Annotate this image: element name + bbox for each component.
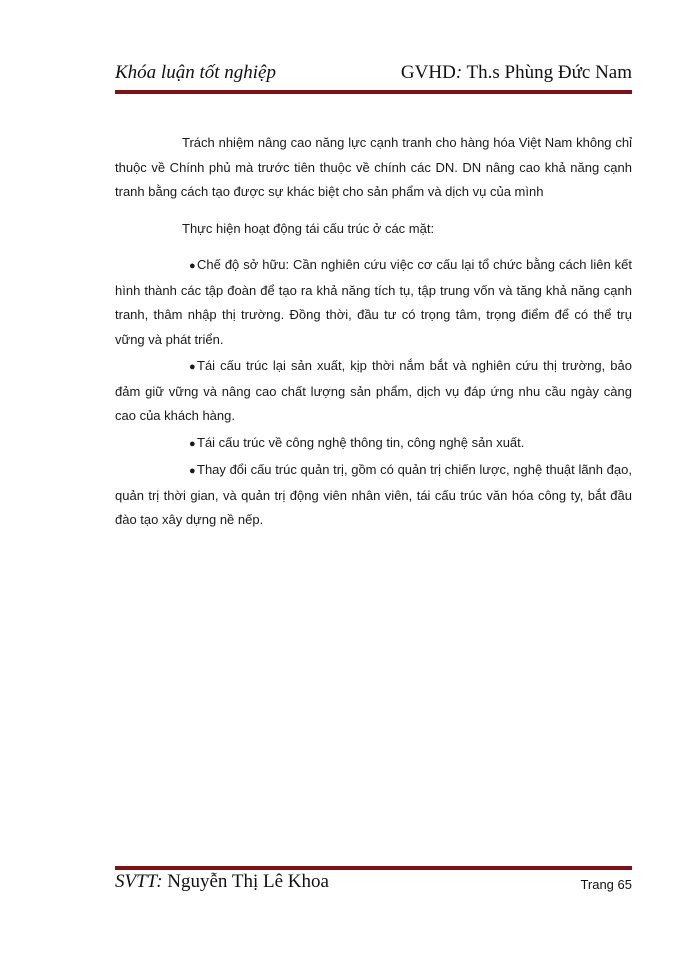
page-footer <box>115 871 632 897</box>
student-prefix: SVTT: <box>115 871 163 892</box>
page-header <box>115 62 632 90</box>
page-number: Trang 65 <box>580 877 632 892</box>
supervisor-name: Th.s Phùng Đức Nam <box>462 62 632 83</box>
bullet-item <box>115 253 632 352</box>
bullet-item <box>115 431 632 457</box>
supervisor-separator: : <box>455 62 463 83</box>
footer-divider <box>115 866 632 870</box>
bullet-item <box>115 354 632 429</box>
bullet-icon: ● <box>189 260 196 272</box>
bullet-text: Tái cấu trúc lại sản xuất, kịp thời nắm bắt và nghiên cứu thị trường, bảo đảm giữ vững và nâng cao chất lượng sản phẩm, dịch vụ đáp ứng nhu cầu ngày càng cao của khách hàng. <box>115 358 632 423</box>
supervisor-prefix: GVHD <box>400 62 456 83</box>
student-label <box>115 871 329 893</box>
bullet-item <box>115 458 632 533</box>
bullet-icon: ● <box>189 361 196 373</box>
header-divider <box>115 90 632 94</box>
student-name: Nguyễn Thị Lê Khoa <box>162 871 329 892</box>
document-type-label: Khóa luận tốt nghiệp <box>115 62 276 83</box>
supervisor-label <box>401 62 632 84</box>
bullet-text: Chế độ sở hữu: Cần nghiên cứu việc cơ cấu lại tổ chức bằng cách liên kết hình thành các tập đoàn để tạo ra khả năng tích tụ, tập trung vốn và tăng khả năng cạnh tranh, thâm nhập thị trường. Đồng thời, đầu tư có trọng tâm, trọng điểm để có thể trụ vững và phát triển. <box>115 257 632 347</box>
bullet-icon: ● <box>189 437 196 450</box>
bullet-icon: ● <box>189 465 196 477</box>
bullet-text: Thay đổi cấu trúc quản trị, gồm có quản trị chiến lược, nghệ thuật lãnh đạo, quản trị thời gian, và quản trị động viên nhân viên, tái cấu trúc văn hóa công ty, bắt đầu đào tạo xây dựng nề nếp. <box>115 462 632 527</box>
intro-paragraph: Trách nhiệm nâng cao năng lực cạnh tranh cho hàng hóa Việt Nam không chỉ thuộc về Chính phủ mà trước tiên thuộc về chính các DN. DN nâng cao khả năng cạnh tranh bằng cách tạo được sự khác biệt cho sản phẩm và dịch vụ của mình <box>115 135 632 199</box>
page-body <box>115 131 632 535</box>
lead-paragraph: Thực hiện hoạt động tái cấu trúc ở các mặt: <box>182 220 435 236</box>
bullet-text: Tái cấu trúc về công nghệ thông tin, công nghệ sản xuất. <box>197 434 525 450</box>
